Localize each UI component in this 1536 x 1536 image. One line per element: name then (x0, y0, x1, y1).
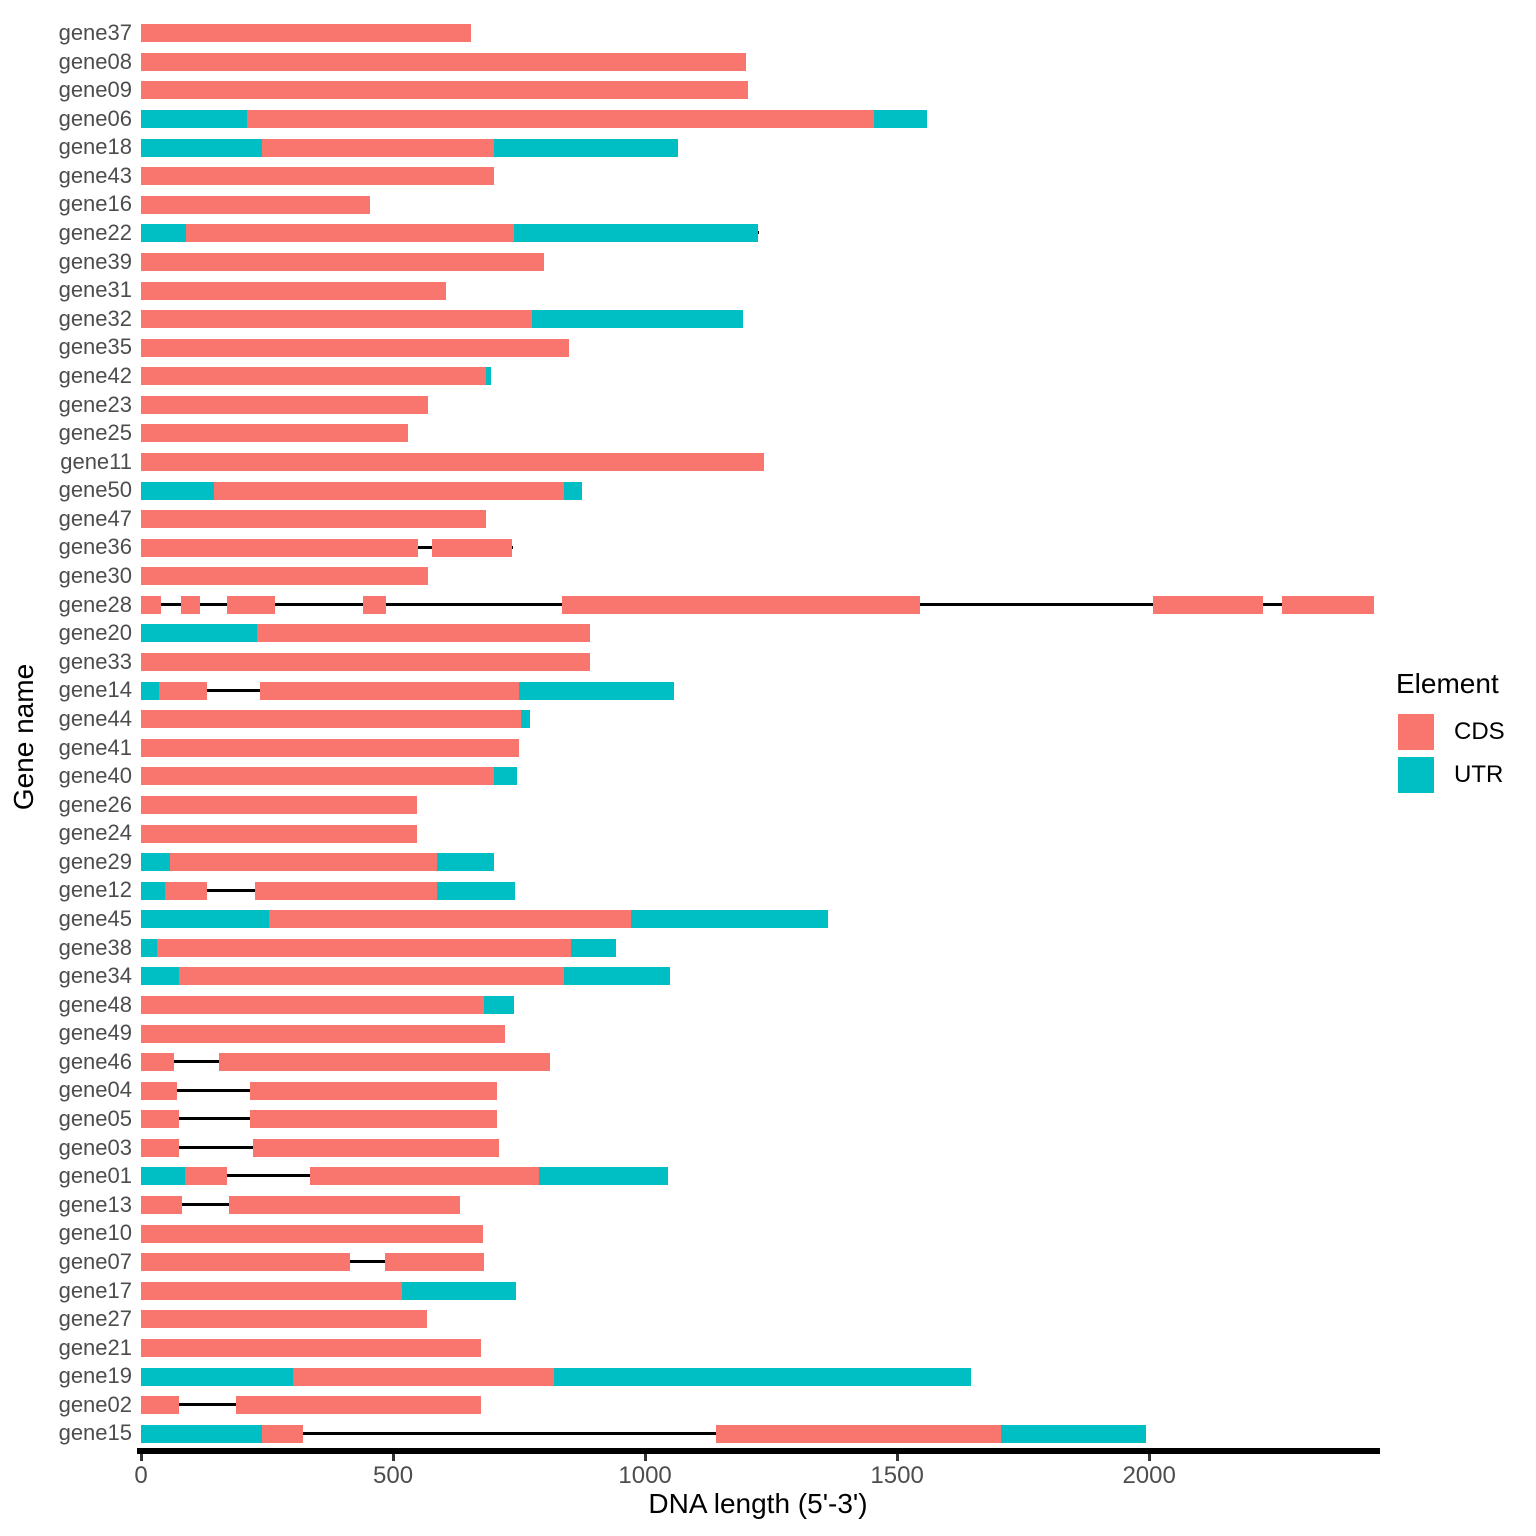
cds-segment (181, 596, 200, 614)
gene-row-gene02 (141, 1391, 1376, 1420)
cds-segment (236, 1396, 481, 1414)
cds-segment (141, 767, 494, 785)
utr-segment (494, 767, 517, 785)
y-tick-label-gene24: gene24 (58, 820, 132, 846)
x-tick-mark (896, 1454, 899, 1461)
y-tick-label-gene13: gene13 (58, 1191, 132, 1217)
gene-row-gene45 (141, 905, 1376, 934)
x-tick-label: 1000 (618, 1462, 672, 1489)
utr-segment (141, 1425, 262, 1443)
y-tick-label-gene06: gene06 (58, 105, 132, 131)
utr-segment (437, 853, 493, 871)
utr-segment (554, 1368, 971, 1386)
gene-row-gene22 (141, 219, 1376, 248)
gene-row-gene39 (141, 248, 1376, 277)
gene-row-gene15 (141, 1419, 1376, 1448)
cds-segment (141, 1282, 402, 1300)
gene-row-gene20 (141, 619, 1376, 648)
gene-row-gene26 (141, 791, 1376, 820)
y-tick-label-gene45: gene45 (58, 905, 132, 931)
cds-segment (141, 367, 486, 385)
gene-row-gene34 (141, 962, 1376, 991)
y-tick-label-gene44: gene44 (58, 705, 132, 731)
utr-segment (564, 967, 669, 985)
y-tick-label-gene37: gene37 (58, 20, 132, 45)
y-tick-label-gene21: gene21 (58, 1334, 132, 1360)
y-tick-label-gene14: gene14 (58, 677, 132, 703)
gene-row-gene01 (141, 1162, 1376, 1191)
cds-segment (262, 139, 494, 157)
y-tick-label-gene25: gene25 (58, 420, 132, 446)
cds-segment (141, 1110, 179, 1128)
y-tick-label-gene01: gene01 (58, 1163, 132, 1189)
y-tick-label-gene18: gene18 (58, 134, 132, 160)
plot-panel (141, 19, 1376, 1448)
gene-row-gene12 (141, 876, 1376, 905)
cds-segment (141, 1310, 427, 1328)
cds-segment (253, 1139, 498, 1157)
y-tick-label-gene03: gene03 (58, 1134, 132, 1160)
y-tick-label-gene07: gene07 (58, 1248, 132, 1274)
utr-segment (141, 482, 214, 500)
utr-segment (437, 882, 515, 900)
cds-segment (141, 1025, 505, 1043)
gene-row-gene41 (141, 734, 1376, 763)
gene-row-gene40 (141, 762, 1376, 791)
cds-segment (170, 853, 438, 871)
cds-segment (310, 1167, 539, 1185)
gene-row-gene05 (141, 1105, 1376, 1134)
x-tick-mark (1148, 1454, 1151, 1461)
utr-segment (141, 939, 157, 957)
gene-row-gene29 (141, 848, 1376, 877)
utr-segment (514, 224, 758, 242)
y-tick-label-gene26: gene26 (58, 791, 132, 817)
cds-segment (141, 167, 494, 185)
cds-segment (141, 1196, 182, 1214)
y-tick-label-gene47: gene47 (58, 505, 132, 531)
legend-entry-utr (1396, 757, 1534, 793)
cds-segment (141, 539, 418, 557)
legend-label-cds: CDS (1454, 718, 1505, 745)
gene-row-gene14 (141, 676, 1376, 705)
cds-segment (179, 967, 565, 985)
gene-row-gene32 (141, 305, 1376, 334)
gene-row-gene06 (141, 105, 1376, 134)
cds-segment (716, 1425, 1001, 1443)
cds-segment (562, 596, 920, 614)
utr-segment (521, 710, 530, 728)
cds-segment (141, 996, 484, 1014)
y-tick-label-gene32: gene32 (58, 305, 132, 331)
legend-title: Element (1396, 668, 1499, 699)
cds-segment (219, 1053, 550, 1071)
y-tick-label-gene16: gene16 (58, 191, 132, 217)
y-tick-label-gene12: gene12 (58, 877, 132, 903)
y-tick-label-gene49: gene49 (58, 1020, 132, 1046)
cds-segment (257, 624, 590, 642)
cds-segment (229, 1196, 460, 1214)
gene-row-gene17 (141, 1277, 1376, 1306)
gene-row-gene10 (141, 1219, 1376, 1248)
cds-segment (186, 224, 514, 242)
cds-segment (141, 1339, 481, 1357)
y-axis-title: Gene name (8, 663, 39, 811)
gene-row-gene09 (141, 76, 1376, 105)
utr-segment (141, 624, 257, 642)
cds-segment (141, 339, 569, 357)
y-tick-label-gene08: gene08 (58, 48, 132, 74)
cds-segment (141, 310, 532, 328)
y-tick-label-gene11: gene11 (60, 448, 132, 474)
legend-swatch-utr (1398, 757, 1434, 793)
gene-row-gene19 (141, 1362, 1376, 1391)
y-tick-label-gene40: gene40 (58, 763, 132, 789)
cds-segment (293, 1368, 554, 1386)
gene-row-gene38 (141, 934, 1376, 963)
gene-row-gene42 (141, 362, 1376, 391)
gene-row-gene35 (141, 333, 1376, 362)
gene-row-gene07 (141, 1248, 1376, 1277)
cds-segment (141, 453, 764, 471)
cds-segment (141, 24, 471, 42)
utr-segment (141, 853, 170, 871)
y-tick-label-gene09: gene09 (58, 77, 132, 103)
cds-segment (141, 653, 590, 671)
y-tick-label-gene35: gene35 (58, 334, 132, 360)
cds-segment (141, 1082, 177, 1100)
cds-segment (141, 396, 428, 414)
y-tick-label-gene22: gene22 (58, 220, 132, 246)
x-tick-mark (140, 1454, 143, 1461)
y-tick-label-gene42: gene42 (58, 362, 132, 388)
utr-segment (141, 882, 165, 900)
gene-row-gene47 (141, 505, 1376, 534)
gene-row-gene27 (141, 1305, 1376, 1334)
cds-segment (185, 1167, 227, 1185)
y-tick-label-gene39: gene39 (58, 248, 132, 274)
y-tick-label-gene31: gene31 (58, 277, 132, 303)
gene-row-gene28 (141, 591, 1376, 620)
cds-segment (432, 539, 513, 557)
gene-row-gene36 (141, 533, 1376, 562)
cds-segment (141, 510, 486, 528)
utr-segment (874, 110, 927, 128)
utr-segment (631, 910, 828, 928)
utr-segment (494, 139, 678, 157)
y-tick-label-gene19: gene19 (58, 1363, 132, 1389)
y-tick-label-gene50: gene50 (58, 477, 132, 503)
gene-row-gene24 (141, 819, 1376, 848)
cds-segment (159, 682, 207, 700)
gene-row-gene33 (141, 648, 1376, 677)
cds-segment (255, 882, 437, 900)
gene-row-gene46 (141, 1048, 1376, 1077)
cds-segment (1153, 596, 1262, 614)
cds-segment (250, 1082, 496, 1100)
gene-row-gene08 (141, 48, 1376, 77)
cds-segment (214, 482, 564, 500)
gene-row-gene23 (141, 391, 1376, 420)
cds-segment (165, 882, 207, 900)
utr-segment (141, 1167, 185, 1185)
utr-segment (402, 1282, 516, 1300)
y-tick-label-gene33: gene33 (58, 648, 132, 674)
y-tick-label-gene30: gene30 (58, 563, 132, 589)
cds-segment (141, 567, 428, 585)
gene-row-gene37 (141, 19, 1376, 48)
utr-segment (486, 367, 491, 385)
utr-segment (141, 967, 179, 985)
cds-segment (141, 253, 544, 271)
x-tick-label: 1500 (870, 1462, 924, 1489)
y-tick-label-gene34: gene34 (58, 963, 132, 989)
cds-segment (141, 1139, 179, 1157)
cds-segment (141, 81, 748, 99)
cds-segment (141, 825, 417, 843)
utr-segment (1001, 1425, 1146, 1443)
cds-segment (227, 596, 275, 614)
y-tick-label-gene43: gene43 (58, 162, 132, 188)
y-tick-label-gene10: gene10 (58, 1220, 132, 1246)
y-tick-label-gene23: gene23 (58, 391, 132, 417)
cds-segment (260, 682, 519, 700)
legend (1396, 668, 1534, 800)
y-axis-labels (0, 0, 132, 1536)
utr-segment (532, 310, 744, 328)
y-tick-label-gene41: gene41 (58, 734, 132, 760)
cds-segment (141, 1053, 174, 1071)
legend-label-utr: UTR (1454, 761, 1504, 788)
utr-segment (141, 224, 186, 242)
cds-segment (141, 424, 408, 442)
utr-segment (564, 482, 582, 500)
y-tick-label-gene04: gene04 (58, 1077, 132, 1103)
y-tick-label-gene20: gene20 (58, 620, 132, 646)
cds-segment (269, 910, 631, 928)
gene-row-gene18 (141, 133, 1376, 162)
gene-row-gene44 (141, 705, 1376, 734)
gene-row-gene03 (141, 1134, 1376, 1163)
cds-segment (141, 53, 746, 71)
cds-segment (141, 1225, 483, 1243)
cds-segment (141, 282, 446, 300)
y-tick-label-gene05: gene05 (58, 1106, 132, 1132)
y-tick-label-gene15: gene15 (58, 1420, 132, 1446)
legend-entry-cds (1396, 714, 1534, 750)
gene-row-gene50 (141, 476, 1376, 505)
gene-row-gene25 (141, 419, 1376, 448)
cds-segment (157, 939, 571, 957)
cds-segment (1282, 596, 1374, 614)
utr-segment (539, 1167, 668, 1185)
utr-segment (141, 110, 247, 128)
gene-row-gene13 (141, 1191, 1376, 1220)
utr-segment (519, 682, 674, 700)
gene-row-gene21 (141, 1334, 1376, 1363)
y-tick-label-gene46: gene46 (58, 1048, 132, 1074)
legend-swatch-cds (1398, 714, 1434, 750)
gene-row-gene43 (141, 162, 1376, 191)
y-tick-label-gene27: gene27 (58, 1306, 132, 1332)
x-axis-line (137, 1448, 1380, 1454)
x-tick-mark (644, 1454, 647, 1461)
gene-row-gene49 (141, 1019, 1376, 1048)
cds-segment (141, 596, 161, 614)
cds-segment (141, 710, 521, 728)
cds-segment (141, 796, 417, 814)
utr-segment (141, 1368, 293, 1386)
y-tick-label-gene28: gene28 (58, 591, 132, 617)
gene-row-gene30 (141, 562, 1376, 591)
cds-segment (141, 1396, 179, 1414)
cds-segment (141, 1253, 350, 1271)
utr-segment (141, 139, 262, 157)
gene-row-gene16 (141, 190, 1376, 219)
gene-row-gene31 (141, 276, 1376, 305)
utr-segment (571, 939, 616, 957)
cds-segment (262, 1425, 303, 1443)
x-tick-mark (392, 1454, 395, 1461)
y-tick-label-gene48: gene48 (58, 991, 132, 1017)
x-axis-title: DNA length (5'-3') (648, 1488, 868, 1519)
x-tick-label: 500 (373, 1462, 414, 1489)
utr-segment (141, 682, 159, 700)
cds-segment (141, 196, 370, 214)
utr-segment (141, 910, 269, 928)
y-tick-label-gene29: gene29 (58, 848, 132, 874)
y-tick-label-gene38: gene38 (58, 934, 132, 960)
x-tick-label: 0 (134, 1462, 148, 1489)
y-tick-label-gene17: gene17 (58, 1277, 132, 1303)
x-tick-label: 2000 (1122, 1462, 1176, 1489)
cds-segment (385, 1253, 483, 1271)
cds-segment (247, 110, 875, 128)
cds-segment (141, 739, 519, 757)
gene-row-gene04 (141, 1076, 1376, 1105)
gene-row-gene11 (141, 448, 1376, 477)
gene-row-gene48 (141, 991, 1376, 1020)
cds-segment (250, 1110, 496, 1128)
y-tick-label-gene36: gene36 (58, 534, 132, 560)
cds-segment (363, 596, 386, 614)
utr-segment (484, 996, 514, 1014)
y-tick-label-gene02: gene02 (58, 1391, 132, 1417)
